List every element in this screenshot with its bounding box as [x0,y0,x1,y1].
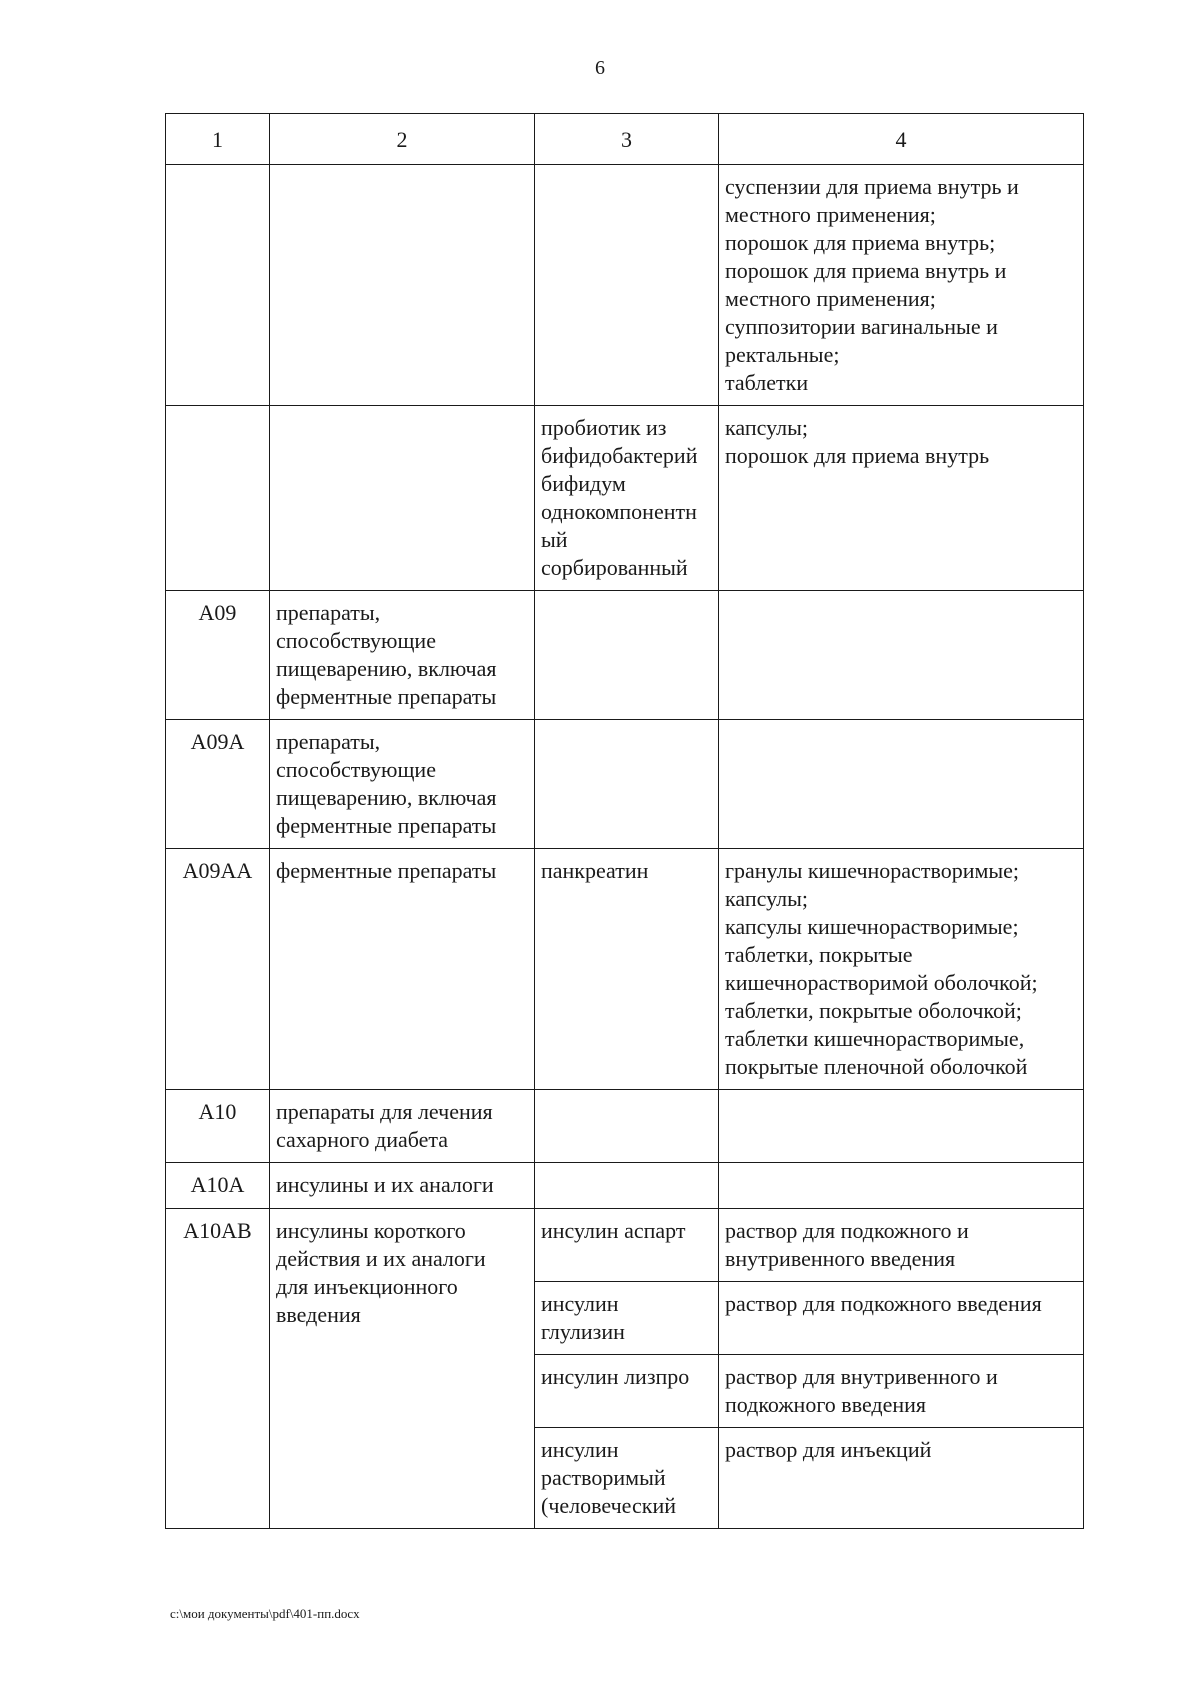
group-name-cell-line: способствующие [276,757,436,782]
drug-name-cell [535,1209,719,1282]
atc-code-cell: A10 [166,1090,270,1163]
dosage-form-cell [719,720,1084,849]
dosage-form-cell-line: капсулы; [725,415,808,440]
dosage-form-cell [719,406,1084,591]
dosage-form-cell [719,1282,1084,1355]
dosage-form-cell [719,1163,1084,1209]
table-row [166,1090,1084,1163]
group-name-cell [270,165,535,406]
table-row [166,849,1084,1090]
atc-code-cell: A09 [166,591,270,720]
dosage-form-cell-line: таблетки [725,370,809,395]
group-name-cell-line: препараты для лечения [276,1099,493,1124]
group-name-cell-line: сахарного диабета [276,1127,449,1152]
drug-name-cell-line: однокомпонентн [541,499,697,524]
dosage-form-cell-line: суспензии для приема внутрь и [725,174,1019,199]
drug-name-cell [535,1163,719,1209]
dosage-form-cell-line: подкожного введения [725,1392,927,1417]
drug-name-cell [535,849,719,1090]
dosage-form-cell [719,1428,1084,1529]
dosage-form-cell-line: таблетки, покрытые [725,942,913,967]
dosage-form-cell [719,1209,1084,1282]
dosage-form-cell-line: таблетки кишечнорастворимые, [725,1026,1025,1051]
group-name-cell-line: ферментные препараты [276,858,497,883]
dosage-form-cell [719,1090,1084,1163]
drug-name-cell-line: сорбированный [541,555,688,580]
dosage-form-cell-line: порошок для приема внутрь и [725,258,1007,283]
dosage-form-cell-line: капсулы кишечнорастворимые; [725,914,1019,939]
drug-name-cell [535,591,719,720]
dosage-form-cell-line: раствор для подкожного введения [725,1291,1042,1316]
header-col-4: 4 [719,114,1084,165]
drug-name-cell [535,165,719,406]
group-name-cell-line: действия и их аналоги [276,1246,486,1271]
drug-name-cell-line: панкреатин [541,858,649,883]
group-name-cell [270,849,535,1090]
dosage-form-cell-line: ректальные; [725,342,840,367]
atc-code-cell [166,406,270,591]
dosage-form-cell-line: раствор для подкожного и [725,1218,969,1243]
group-name-cell-line: инсулины короткого [276,1218,466,1243]
drug-name-cell [535,1090,719,1163]
table-header-row [166,114,1084,165]
dosage-form-cell [719,165,1084,406]
dosage-form-cell-line: гранулы кишечнорастворимые; [725,858,1020,883]
dosage-form-cell-line: местного применения; [725,286,936,311]
table-row [166,1163,1084,1209]
group-name-cell-line: способствующие [276,628,436,653]
drug-name-cell-line: пробиотик из [541,415,667,440]
header-col-1: 1 [166,114,270,165]
group-name-cell [270,720,535,849]
drug-name-cell [535,1428,719,1529]
drug-name-cell-line: инсулин аспарт [541,1218,686,1243]
drug-name-cell-line: растворимый [541,1465,666,1490]
drug-name-cell-line: ый [541,527,568,552]
dosage-form-cell-line: суппозитории вагинальные и [725,314,998,339]
dosage-form-cell [719,849,1084,1090]
group-name-cell-line: инсулины и их аналоги [276,1172,494,1197]
dosage-form-cell-line: таблетки, покрытые оболочкой; [725,998,1022,1023]
table-row [166,591,1084,720]
page-number: 6 [595,57,605,79]
group-name-cell-line: препараты, [276,600,381,625]
header-col-2: 2 [270,114,535,165]
group-name-cell-line: ферментные препараты [276,813,497,838]
group-name-cell-line: препараты, [276,729,381,754]
group-name-cell-line: введения [276,1302,361,1327]
table-row [166,720,1084,849]
dosage-form-cell-line: порошок для приема внутрь; [725,230,996,255]
dosage-form-cell [719,1355,1084,1428]
file-path-footer: c:\мои документы\pdf\401-пп.docx [170,1606,360,1621]
table-row [166,406,1084,591]
dosage-form-cell-line: раствор для внутривенного и [725,1364,998,1389]
drug-name-cell-line: инсулин [541,1291,619,1316]
table-row [166,1209,1084,1282]
atc-code-cell [166,165,270,406]
group-name-cell [270,1209,535,1529]
atc-code-cell: A10A [166,1163,270,1209]
drug-name-cell-line: бифидум [541,471,626,496]
group-name-cell [270,1163,535,1209]
drug-name-cell [535,1282,719,1355]
drug-name-cell-line: инсулин [541,1437,619,1462]
drug-name-cell [535,406,719,591]
dosage-form-cell [719,591,1084,720]
dosage-form-cell-line: порошок для приема внутрь [725,443,990,468]
drug-name-cell-line: (человеческий [541,1493,676,1518]
drug-table [165,113,1084,1529]
group-name-cell [270,406,535,591]
dosage-form-cell-line: внутривенного введения [725,1246,956,1271]
dosage-form-cell-line: кишечнорастворимой оболочкой; [725,970,1038,995]
table-row [166,165,1084,406]
drug-name-cell-line: глулизин [541,1319,625,1344]
atc-code-cell: A09A [166,720,270,849]
group-name-cell [270,1090,535,1163]
drug-name-cell [535,1355,719,1428]
group-name-cell-line: пищеварению, включая [276,785,497,810]
atc-code-cell: A10AB [166,1209,270,1529]
group-name-cell [270,591,535,720]
group-name-cell-line: ферментные препараты [276,684,497,709]
dosage-form-cell-line: местного применения; [725,202,936,227]
group-name-cell-line: для инъекционного [276,1274,458,1299]
drug-name-cell [535,720,719,849]
dosage-form-cell-line: раствор для инъекций [725,1437,932,1462]
drug-name-cell-line: инсулин лизпро [541,1364,690,1389]
dosage-form-cell-line: капсулы; [725,886,808,911]
header-col-3: 3 [535,114,719,165]
dosage-form-cell-line: покрытые пленочной оболочкой [725,1054,1028,1079]
drug-name-cell-line: бифидобактерий [541,443,698,468]
atc-code-cell: A09AA [166,849,270,1090]
group-name-cell-line: пищеварению, включая [276,656,497,681]
